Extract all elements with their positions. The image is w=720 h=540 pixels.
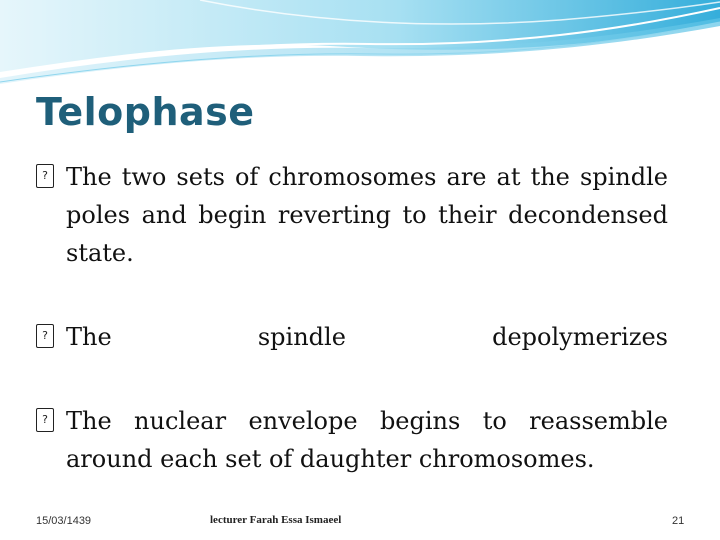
footer-date: 15/03/1439 [36, 515, 92, 527]
bullet-list [36, 158, 668, 486]
header-wave-decoration [0, 0, 720, 90]
slide-title: Telophase [36, 90, 255, 134]
bullet-item [36, 318, 668, 394]
footer-author: lecturer Farah Essa Ismaeel [210, 514, 342, 526]
bullet-text: The nuclear envelope begins to reassemble around each set of daughter chromosomes. [66, 407, 668, 473]
bullet-marker-icon: ? [36, 164, 54, 188]
bullet-item [36, 402, 668, 478]
bullet-marker-icon: ? [36, 324, 54, 348]
bullet-marker-icon: ? [36, 408, 54, 432]
footer-page-number: 21 [672, 515, 685, 527]
bullet-text: The spindle depolymerizes [66, 323, 668, 351]
bullet-item [36, 158, 668, 310]
bullet-text: The two sets of chromosomes are at the spindle poles and begin reverting to their decondensed state. [66, 163, 668, 267]
